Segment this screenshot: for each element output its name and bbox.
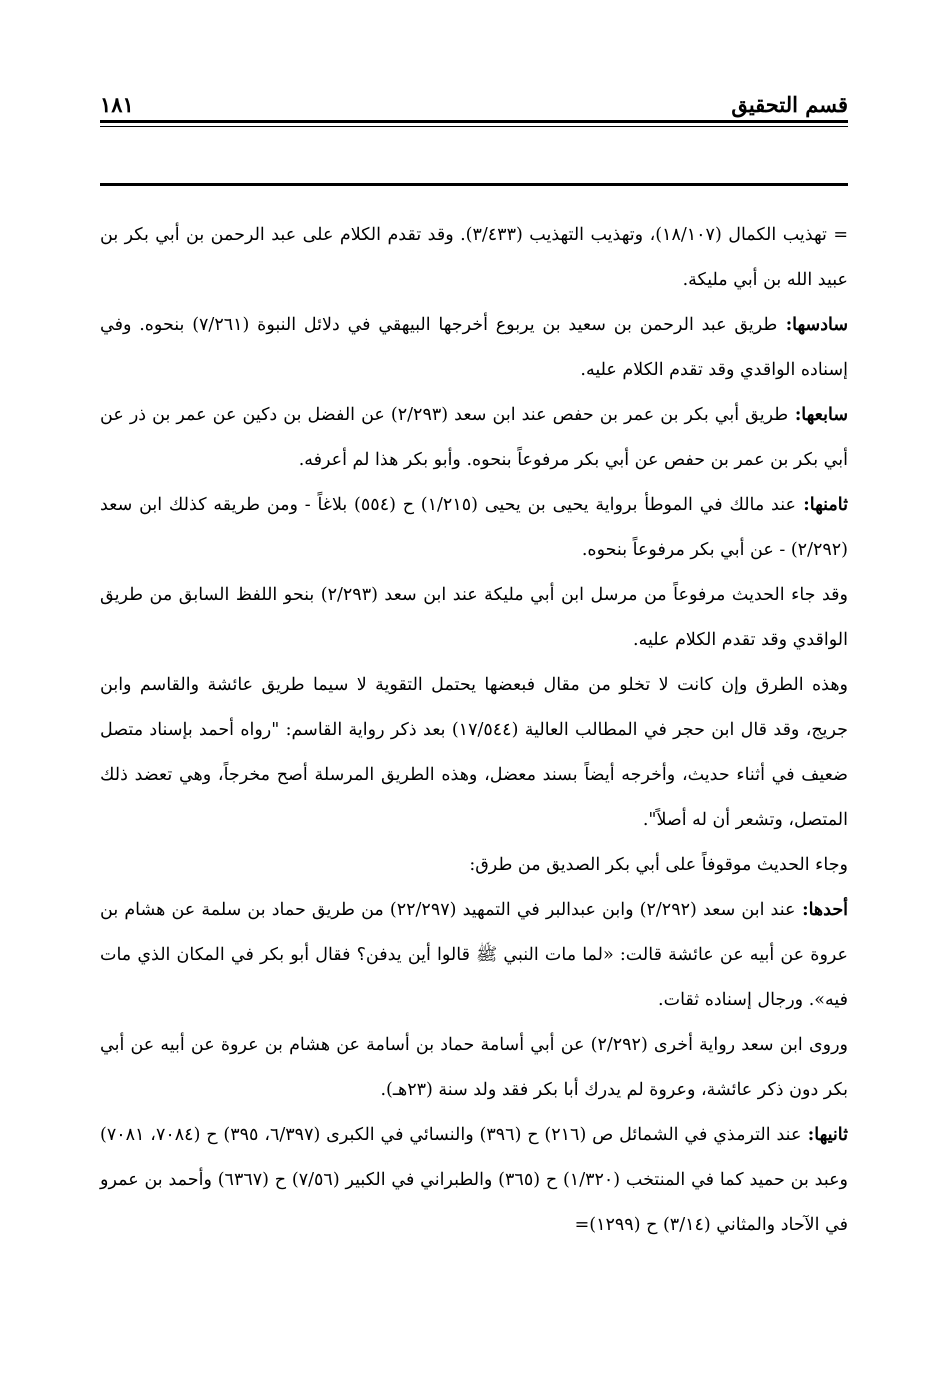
- paragraph-2: [100, 303, 848, 393]
- paragraph-lead: أحدها:: [795, 900, 849, 920]
- paragraph-lead: ثانيها:: [801, 1125, 848, 1145]
- paragraph-10: [100, 1113, 848, 1248]
- paragraph-3: [100, 393, 848, 483]
- text-top-rule: [100, 183, 848, 186]
- paragraph-text: طريق عبد الرحمن بن سعيد بن يربوع أخرجها البيهقي في دلائل النبوة (٧/٢٦١) بنحوه. وفي إسناده الواقدي وقد تقدم الكلام عليه.: [100, 315, 848, 380]
- paragraph-text: عند ابن سعد (٢/٢٩٢) وابن عبدالبر في التمهيد (٢٢/٢٩٧) من طريق حماد بن سلمة عن هشام بن عروة عن أبيه عن عائشة قالت: «لما مات النبي ﷺ قالوا أين يدفن؟ فقال أبو بكر في المكان الذي مات فيه». ورجال إسناده ثقات.: [100, 900, 848, 1010]
- paragraph-text: وروى ابن سعد رواية أخرى (٢/٢٩٢) عن أبي أسامة حماد بن أسامة عن هشام بن عروة عن أبيه عن أبي بكر دون ذكر عائشة، وعروة لم يدرك أبا بكر فقد ولد سنة (٢٣هـ).: [100, 1035, 848, 1100]
- paragraph-7: [100, 843, 848, 888]
- paragraph-text: عند مالك في الموطأ برواية يحيى بن يحيى (١/٢١٥) ح (٥٥٤) بلاغاً - ومن طريقه كذلك ابن سعد (٢/٢٩٢) - عن أبي بكر مرفوعاً بنحوه.: [100, 495, 848, 560]
- header-rule-thin: [100, 126, 848, 127]
- paragraph-8: [100, 888, 848, 1023]
- header-rule-thick: [100, 120, 848, 123]
- paragraph-lead: سابعها:: [788, 405, 848, 425]
- paragraph-text: وهذه الطرق وإن كانت لا تخلو من مقال فبعضها يحتمل التقوية لا سيما طريق عائشة والقاسم وابن جريج، وقد قال ابن حجر في المطالب العالية (١٧/٥٤٤) بعد ذكر رواية القاسم: "رواه أحمد بإسناد متصل ضعيف في أثناء حديث، وأخرجه أيضاً بسند معضل، وهذه الطريق المرسلة أصح مخرجاً، وهي تعضد ذلك المتصل، وتشعر أن له أصلاً".: [100, 675, 848, 830]
- paragraph-lead: سادسها:: [777, 315, 849, 335]
- paragraph-text: طريق أبي بكر بن عمر بن حفص عند ابن سعد (٢/٢٩٣) عن الفضل بن دكين عن عمر بن ذر عن أبي بكر بن عمر بن حفص عن أبي بكر مرفوعاً بنحوه. وأبو بكر هذا لم أعرفه.: [100, 405, 848, 470]
- page-header: [100, 88, 848, 120]
- paragraph-4: [100, 483, 848, 573]
- paragraph-text: عند الترمذي في الشمائل ص (٢١٦) ح (٣٩٦) والنسائي في الكبرى (٦/٣٩٧، ٣٩٥) ح (٧٠٨٤، ٧٠٨١) وعبد بن حميد كما في المنتخب (١/٣٢٠) ح (٣٦٥) والطبراني في الكبير (٧/٥٦) ح (٦٣٦٧) وأحمد بن عمرو في الآحاد والمثاني (٣/١٤) ح (١٢٩٩)=: [100, 1125, 849, 1235]
- paragraph-6: [100, 663, 848, 843]
- paragraph-1: [100, 213, 848, 303]
- paragraph-9: [100, 1023, 848, 1113]
- paragraph-text: = تهذيب الكمال (١٨/١٠٧)، وتهذيب التهذيب (٣/٤٣٣). وقد تقدم الكلام على عبد الرحمن بن أبي بكر بن عبيد الله بن أبي مليكة.: [100, 225, 848, 290]
- paragraph-text: وقد جاء الحديث مرفوعاً من مرسل ابن أبي مليكة عند ابن سعد (٢/٢٩٣) بنحو اللفظ السابق من طريق الواقدي وقد تقدم الكلام عليه.: [100, 585, 848, 650]
- paragraph-text: وجاء الحديث موقوفاً على أبي بكر الصديق من طرق:: [469, 855, 848, 875]
- footnote-body: [100, 213, 848, 1248]
- paragraph-5: [100, 573, 848, 663]
- page-number: ١٨١: [100, 91, 134, 117]
- paragraph-lead: ثامنها:: [795, 495, 848, 515]
- section-title: قسم التحقيق: [731, 91, 848, 117]
